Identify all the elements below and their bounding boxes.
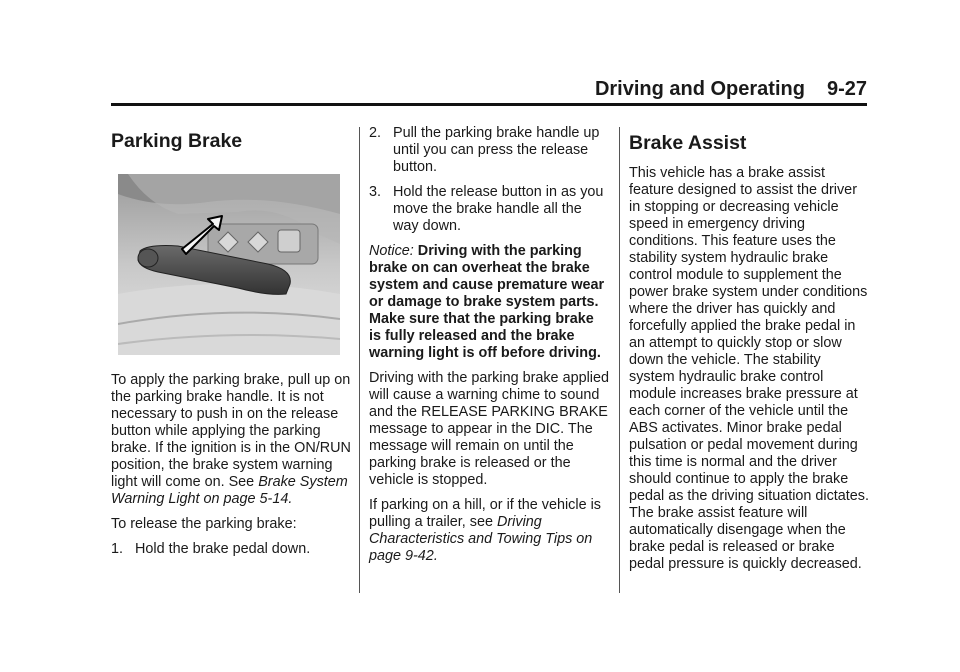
warning-chime-paragraph: Driving with the parking brake applied will cause a warning chime to sound and the RELEASE PARKING BRAKE message to appear in the DIC. The message will remain on until the parking brake is released or the vehicle is stopped.	[369, 370, 609, 488]
notice-text: Driving with the parking brake on can overheat the brake system and cause premature wear or damage to brake system parts. Make sure that the parking brake is fully released and the brake warning light is off before driving.	[369, 243, 605, 361]
hill-paragraph	[369, 497, 609, 565]
header-rule	[111, 103, 867, 106]
header-text	[595, 78, 867, 101]
page-number: 9-27	[826, 78, 867, 100]
heading-gap	[629, 155, 869, 165]
hill-text: If parking on a hill, or if the vehicle is pulling a trailer, see	[369, 497, 601, 530]
parking-brake-intro	[111, 372, 351, 508]
step-text: Hold the release button in as you move the brake handle all the way down.	[393, 184, 604, 234]
page-header	[111, 78, 867, 100]
brake-assist-paragraph: This vehicle has a brake assist feature designed to assist the driver in stopping or decreasing vehicle speed in emergency driving conditions. This feature uses the stability system hydraulic brake control module to supplement the power brake system under conditions where the driver has quickly and forcefully applied the brake pedal in an attempt to quickly stop or slow down the vehicle. The stability system hydraulic brake control module increases brake pressure at each corner of the vehicle until the ABS activates. Minor brake pedal pulsation or pedal movement during this time is normal and the driver should continue to apply the brake pedal as the driving situation dictates. The brake assist feature will automatically disengage when the brake pedal is released or brake pedal pressure is quickly decreased.	[629, 165, 869, 572]
column-divider-1	[359, 127, 360, 593]
release-intro: To release the parking brake:	[111, 516, 297, 532]
step-number: 2.	[369, 125, 382, 141]
step-2	[369, 125, 609, 176]
step-text: Hold the brake pedal down.	[135, 541, 311, 557]
step-number: 3.	[369, 184, 382, 200]
warning-light-link[interactable]: Brake System Warning Light on page 5-14.	[111, 474, 348, 507]
column-divider-2	[619, 127, 620, 593]
column-3	[629, 125, 869, 573]
parking-brake-figure	[118, 174, 340, 355]
step-1	[111, 541, 351, 558]
step-3	[369, 184, 609, 235]
step-number: 1.	[111, 541, 124, 557]
parking-brake-illustration	[118, 174, 340, 355]
brake-assist-heading: Brake Assist	[629, 132, 747, 154]
parking-brake-heading: Parking Brake	[111, 130, 243, 152]
step-text: Pull the parking brake handle up until you can press the release button.	[393, 125, 600, 175]
notice-label: Notice:	[369, 243, 414, 259]
towing-tips-link[interactable]: Driving Characteristics and Towing Tips on page 9-42.	[369, 514, 593, 564]
column-2	[369, 125, 609, 565]
section-title: Driving and Operating	[594, 78, 805, 100]
notice-paragraph	[369, 243, 609, 362]
intro-text: To apply the parking brake, pull up on the parking brake handle. It is not necessary to push in on the release button while applying the parking brake. If the ignition is in the ON/RUN position, the brake system warning light will come on. See	[111, 372, 351, 490]
